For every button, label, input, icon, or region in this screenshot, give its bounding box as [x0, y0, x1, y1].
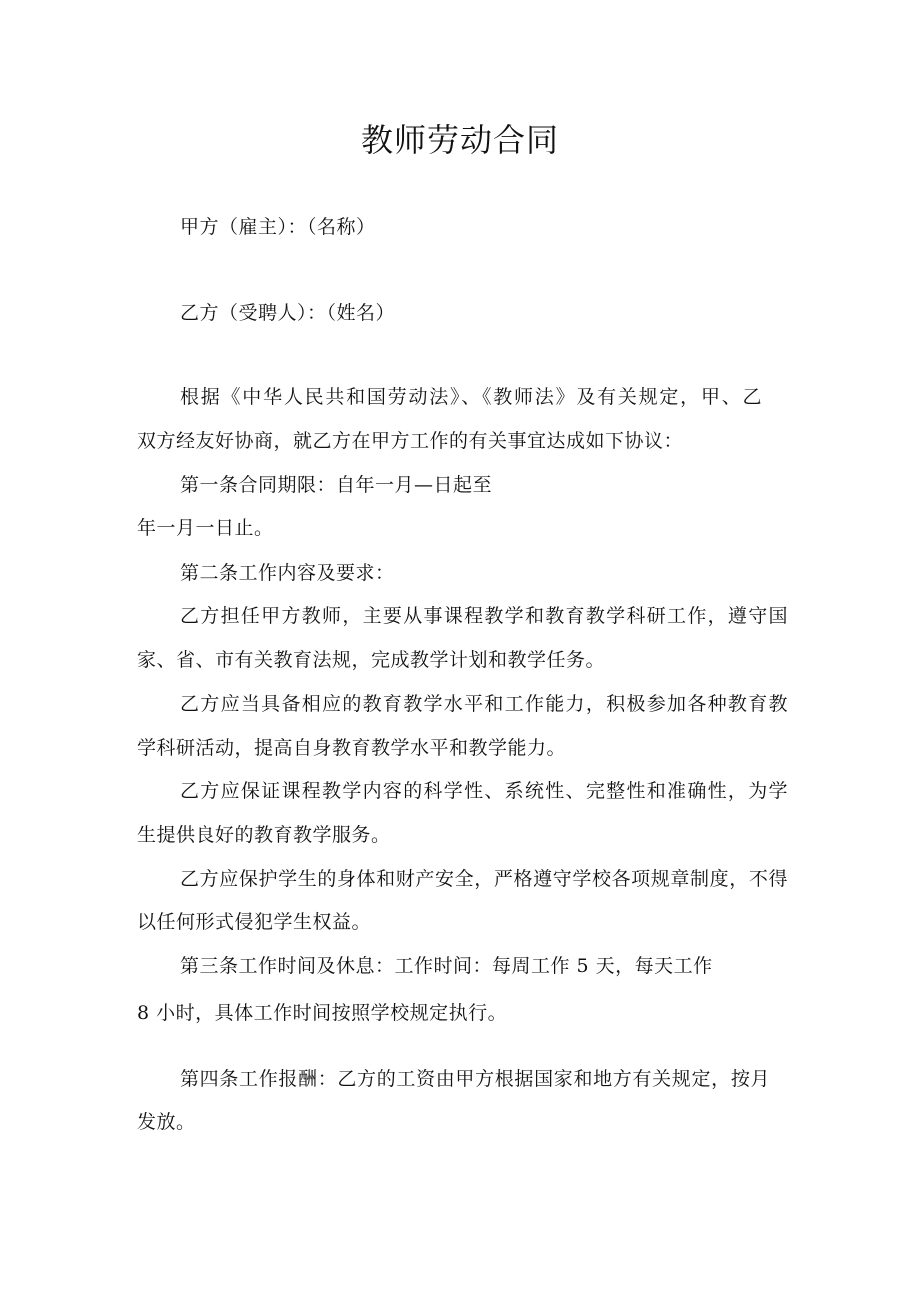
article2-item-3-line-1: 乙方应保证课程教学内容的科学性、系统性、完整性和准确性，为学	[180, 780, 788, 802]
article2-heading: 第二条工作内容及要求：	[180, 562, 395, 584]
document-title: 教师劳动合同	[360, 121, 559, 159]
article1-line-1: 第一条合同期限：自年一月—日起至	[180, 474, 493, 496]
article2-item-4-line-1: 乙方应保护学生的身体和财产安全，严格遵守学校各项规章制度，不得	[180, 868, 788, 890]
article3-line-1: 第三条工作时间及休息：工作时间：每周工作 5 天，每天工作	[180, 955, 713, 977]
article1-line-2: 年一月一日止。	[137, 517, 274, 539]
article2-item-3-line-2: 生提供良好的教育教学服务。	[137, 824, 391, 846]
preamble-line-1: 根据《中华人民共和国劳动法》、《教师法》及有关规定，甲、乙	[180, 386, 762, 408]
party-b-line: 乙方（受聘人）：（姓名）	[180, 302, 396, 324]
article4-line-1: 第四条工作报酬：乙方的工资由甲方根据国家和地方有关规定，按月	[180, 1068, 770, 1090]
party-a-line: 甲方（雇主）：（名称）	[180, 216, 376, 238]
preamble-line-2: 双方经友好协商，就乙方在甲方工作的有关事宜达成如下协议：	[137, 430, 684, 452]
article2-item-1-line-2: 家、省、市有关教育法规，完成教学计划和教学任务。	[137, 649, 606, 671]
article2-item-2-line-1: 乙方应当具备相应的教育教学水平和工作能力，积极参加各种教育教	[180, 693, 788, 715]
article4-line-2: 发放。	[137, 1111, 196, 1133]
article2-item-4-line-2: 以任何形式侵犯学生权益。	[137, 911, 372, 933]
article2-item-1-line-1: 乙方担任甲方教师，主要从事课程教学和教育教学科研工作，遵守国	[180, 605, 788, 627]
article3-line-2: 8 小时，具体工作时间按照学校规定执行。	[137, 1002, 508, 1024]
article2-item-2-line-2: 学科研活动，提高自身教育教学水平和教学能力。	[137, 737, 567, 759]
